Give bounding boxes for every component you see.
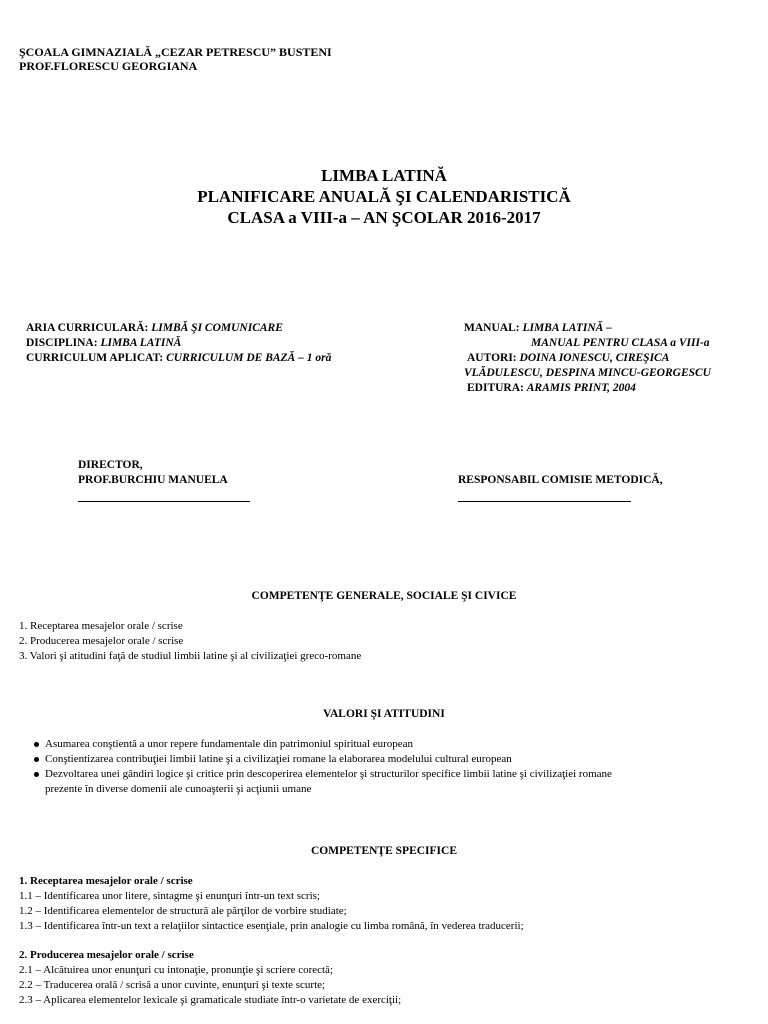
list-item: 1. Receptarea mesajelor orale / scrise	[19, 620, 183, 632]
arie-value: LIMBĂ ŞI COMUNICARE	[151, 322, 283, 334]
manual-info	[464, 321, 711, 396]
document-title	[0, 165, 768, 228]
title-line-subject: LIMBA LATINĂ	[321, 166, 447, 185]
title-line-class: CLASA a VIII-a – AN ŞCOLAR 2016-2017	[227, 208, 541, 227]
arie-label: ARIA CURRICULARĂ:	[26, 322, 149, 334]
section-title: 2. Producerea mesajelor orale / scrise	[19, 949, 194, 961]
disciplina-row	[26, 336, 331, 351]
autori-row	[464, 351, 711, 366]
list-item: 1.2 – Identificarea elementelor de structură ale părţilor de vorbire studiate;	[19, 905, 347, 917]
section-title: 1. Receptarea mesajelor orale / scrise	[19, 875, 193, 887]
manual-label: MANUAL:	[464, 322, 520, 334]
editura-label: EDITURA:	[467, 382, 524, 394]
manual-value: LIMBA LATINĂ –	[522, 322, 612, 334]
autori-value: DOINA IONESCU, CIREŞICA	[519, 352, 670, 364]
list-item: 1.3 – Identificarea într-un text a relaţiilor sintactice esenţiale, prin analogie cu limba română, în vederea traducerii;	[19, 920, 524, 932]
disciplina-label: DISCIPLINA:	[26, 337, 98, 349]
bullet-icon	[34, 772, 39, 777]
director-label: DIRECTOR,	[78, 459, 143, 471]
director-name: PROF.BURCHIU MANUELA	[78, 474, 228, 486]
school-name: ŞCOALA GIMNAZIALĂ „CEZAR PETRESCU” BUSTENI	[19, 45, 332, 59]
director-signature-line	[78, 501, 250, 502]
list-item: 3. Valori şi atitudini faţă de studiul limbii latine şi al civilizaţiei greco-romane	[19, 650, 362, 662]
teacher-name: PROF.FLORESCU GEORGIANA	[19, 59, 198, 73]
list-item: 2.1 – Alcătuirea unor enunţuri cu intonaţie, pronunţie şi scriere corectă;	[19, 964, 333, 976]
manual-row	[464, 321, 711, 336]
list-item: 2.2 – Traducerea orală / scrisă a unor cuvinte, enunţuri şi texte scurte;	[19, 979, 326, 991]
bullet-icon	[34, 757, 39, 762]
curriculum-value: CURRICULUM DE BAZĂ – 1 oră	[166, 352, 332, 364]
list-item: Conştientizarea contribuţiei limbii latine şi a civilizaţiei romane la elaborarea modelului cultural european	[19, 752, 749, 767]
director-signature	[78, 458, 228, 488]
editura-value: ARAMIS PRINT, 2004	[526, 382, 636, 394]
curriculum-row	[26, 351, 331, 366]
list-item: 1.1 – Identificarea unor litere, sintagme şi enunţuri într-un text scris;	[19, 890, 320, 902]
responsabil-label: RESPONSABIL COMISIE METODICĂ,	[458, 474, 663, 486]
valori-heading: VALORI ŞI ATITUDINI	[323, 708, 445, 720]
autori-label: AUTORI:	[467, 352, 517, 364]
editura-row	[464, 381, 711, 396]
valori-list	[19, 737, 749, 797]
competente-specifice-section-1	[19, 874, 759, 934]
bullet-icon	[34, 742, 39, 747]
responsabil-signature-line	[458, 501, 631, 502]
title-line-plan: PLANIFICARE ANUALĂ ŞI CALENDARISTICĂ	[197, 187, 571, 206]
arie-row	[26, 321, 331, 336]
disciplina-value: LIMBA LATINĂ	[100, 337, 182, 349]
curriculum-label: CURRICULUM APLICAT:	[26, 352, 164, 364]
autori-value-cont: VLĂDULESCU, DESPINA MINCU-GEORGESCU	[464, 367, 711, 379]
list-item: Dezvoltarea unei gândiri logice şi critice prin descoperirea elementelor şi structurilor specifice limbii latine şi civilizaţiei romane prezente în diverse domenii ale cunoaşterii şi acţiunii umane	[19, 767, 749, 797]
school-header	[19, 45, 332, 73]
list-item: 2. Producerea mesajelor orale / scrise	[19, 635, 184, 647]
competente-specifice-heading: COMPETENŢE SPECIFICE	[310, 845, 457, 857]
list-item: Asumarea conştientă a unor repere fundamentale din patrimoniul spiritual european	[19, 737, 749, 752]
responsabil-signature	[458, 473, 663, 488]
curriculum-info	[26, 321, 331, 366]
competente-generale-list	[19, 619, 361, 664]
competente-specifice-section-2	[19, 948, 759, 1008]
list-item: 2.3 – Aplicarea elementelor lexicale şi gramaticale studiate într-o varietate de exerciţii;	[19, 994, 402, 1006]
manual-value-cont: MANUAL PENTRU CLASA a VIII-a	[531, 337, 710, 349]
competente-generale-heading: COMPETENŢE GENERALE, SOCIALE ŞI CIVICE	[251, 590, 517, 602]
